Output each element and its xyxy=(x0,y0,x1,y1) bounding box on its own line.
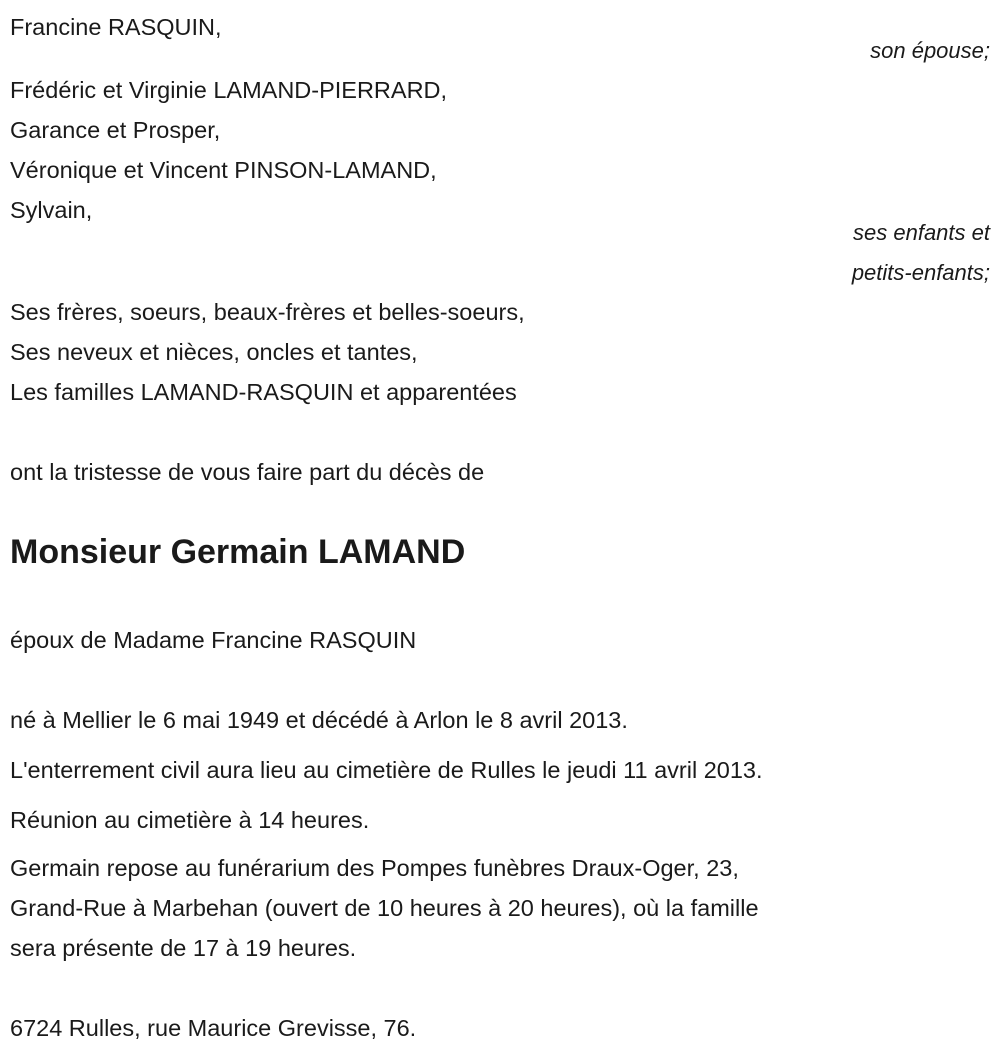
detail-burial: L'enterrement civil aura lieu au cimetière de Rulles le jeudi 11 avril 2013. xyxy=(10,757,763,783)
spouse-of: époux de Madame Francine RASQUIN xyxy=(10,627,417,653)
funerarium-line: Germain repose au funérarium des Pompes funèbres Draux-Oger, 23, xyxy=(10,855,739,881)
detail-birth-death: né à Mellier le 6 mai 1949 et décédé à Arlon le 8 avril 2013. xyxy=(10,707,628,733)
announcement: ont la tristesse de vous faire part du décès de xyxy=(10,459,485,485)
relatives-line: Les familles LAMAND-RASQUIN et apparentées xyxy=(10,379,517,405)
funerarium-line: Grand-Rue à Marbehan (ouvert de 10 heures à 20 heures), où la famille xyxy=(10,895,759,921)
deceased-name: Monsieur Germain LAMAND xyxy=(10,533,466,571)
child-line: Frédéric et Virginie LAMAND-PIERRARD, xyxy=(10,77,448,103)
spouse-name: Francine RASQUIN, xyxy=(10,14,222,40)
child-line: Sylvain, xyxy=(10,197,93,223)
child-line: Véronique et Vincent PINSON-LAMAND, xyxy=(10,157,437,183)
relatives-line: Ses frères, soeurs, beaux-frères et belles-soeurs, xyxy=(10,299,525,325)
detail-meeting: Réunion au cimetière à 14 heures. xyxy=(10,807,370,833)
spouse-role: son épouse; xyxy=(870,38,990,63)
funerarium-line: sera présente de 17 à 19 heures. xyxy=(10,935,357,961)
address: 6724 Rulles, rue Maurice Grevisse, 76. xyxy=(10,1015,417,1041)
children-role: ses enfants et xyxy=(853,220,990,245)
child-line: Garance et Prosper, xyxy=(10,117,221,143)
relatives-line: Ses neveux et nièces, oncles et tantes, xyxy=(10,339,418,365)
children-role: petits-enfants; xyxy=(851,260,990,285)
